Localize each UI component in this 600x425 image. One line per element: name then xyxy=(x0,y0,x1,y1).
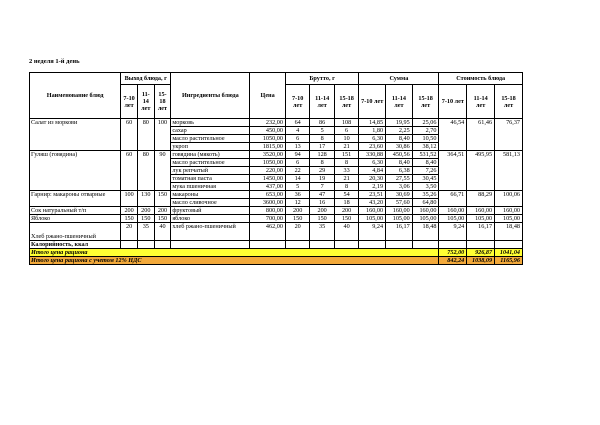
dish-yield: 200 xyxy=(137,207,154,215)
dish-cost: 76,37 xyxy=(495,119,523,151)
dish-yield: 35 xyxy=(137,223,154,241)
ingredient-gross: 8 xyxy=(310,135,334,143)
empty-cell xyxy=(412,241,439,249)
ingredient-gross: 35 xyxy=(310,223,334,241)
total-row xyxy=(30,249,523,257)
dish-yield: 150 xyxy=(154,191,171,207)
ingredient-gross: 200 xyxy=(285,207,309,215)
ingredient-gross: 150 xyxy=(310,215,334,223)
dish-cost: 66,71 xyxy=(439,191,467,207)
ingredient-price: 800,00 xyxy=(250,207,286,215)
header-age-group: 15-18 лет xyxy=(495,85,523,119)
ingredient-name: масло сливочное xyxy=(171,199,250,207)
menu-table xyxy=(29,72,523,265)
ingredient-sum: 27,55 xyxy=(386,175,413,183)
header-age-group: 7-10 лет xyxy=(285,85,309,119)
empty-cell xyxy=(310,241,334,249)
dish-cost: 160,00 xyxy=(439,207,467,215)
ingredient-sum: 105,00 xyxy=(386,215,413,223)
header-yield: Выход блюда, г xyxy=(121,73,171,85)
ingredient-sum: 1,80 xyxy=(359,127,386,135)
ingredient-gross: 21 xyxy=(334,175,358,183)
ingredient-gross: 33 xyxy=(334,167,358,175)
ingredient-gross: 21 xyxy=(334,143,358,151)
dish-cost: 16,17 xyxy=(467,223,495,241)
ingredient-sum: 105,00 xyxy=(412,215,439,223)
ingredient-sum: 43,20 xyxy=(359,199,386,207)
ingredient-sum: 38,12 xyxy=(412,143,439,151)
ingredient-price: 1050,00 xyxy=(250,159,286,167)
ingredient-sum: 16,17 xyxy=(386,223,413,241)
ingredient-sum: 2,70 xyxy=(412,127,439,135)
ingredient-name: томатная паста xyxy=(171,175,250,183)
ingredient-sum: 18,48 xyxy=(412,223,439,241)
table-row xyxy=(30,207,523,215)
dish-yield: 200 xyxy=(154,207,171,215)
ingredient-price: 1450,00 xyxy=(250,175,286,183)
dish-cost: 18,48 xyxy=(495,223,523,241)
ingredient-gross: 150 xyxy=(334,215,358,223)
ingredient-sum: 330,88 xyxy=(359,151,386,159)
ingredient-sum: 2,19 xyxy=(359,183,386,191)
ingredient-gross: 151 xyxy=(334,151,358,159)
empty-cell xyxy=(386,241,413,249)
table-row xyxy=(30,223,523,241)
ingredient-sum: 14,85 xyxy=(359,119,386,127)
dish-name: Гуляш (говядина) xyxy=(30,151,121,191)
ingredient-name: масло растительное xyxy=(171,135,250,143)
ingredient-gross: 36 xyxy=(285,191,309,199)
ingredient-gross: 108 xyxy=(334,119,358,127)
dish-yield: 80 xyxy=(137,119,154,151)
ingredient-gross: 8 xyxy=(334,159,358,167)
ingredient-sum: 160,00 xyxy=(412,207,439,215)
empty-cell xyxy=(495,241,523,249)
header-age-group: 7-10 лет xyxy=(359,85,386,119)
ingredient-gross: 5 xyxy=(285,183,309,191)
empty-cell xyxy=(334,241,358,249)
ingredient-gross: 10 xyxy=(334,135,358,143)
ingredient-name: макароны xyxy=(171,191,250,199)
dish-name: Салат из моркови xyxy=(30,119,121,151)
ingredient-price: 3600,00 xyxy=(250,199,286,207)
header-age-group: 7-10 лет xyxy=(439,85,467,119)
dish-cost: 160,00 xyxy=(495,207,523,215)
dish-yield: 130 xyxy=(137,191,154,207)
dish-cost: 160,00 xyxy=(467,207,495,215)
ingredient-gross: 13 xyxy=(285,143,309,151)
ingredient-sum: 8,40 xyxy=(386,135,413,143)
ingredient-sum: 19,95 xyxy=(386,119,413,127)
ingredient-sum: 30,69 xyxy=(386,191,413,199)
header-cost: Стоимость блюда xyxy=(439,73,523,85)
total-vat-value: 1165,96 xyxy=(495,257,523,265)
ingredient-name: укроп xyxy=(171,143,250,151)
dish-yield: 150 xyxy=(137,215,154,223)
dish-name: Гарнир: макароны отварные xyxy=(30,191,121,207)
ingredient-gross: 8 xyxy=(310,159,334,167)
ingredient-sum: 6,38 xyxy=(386,167,413,175)
dish-cost: 88,29 xyxy=(467,191,495,207)
ingredient-gross: 6 xyxy=(285,135,309,143)
dish-yield: 40 xyxy=(154,223,171,241)
ingredient-sum: 30,86 xyxy=(386,143,413,151)
ingredient-gross: 17 xyxy=(310,143,334,151)
total-vat-value: 842,24 xyxy=(439,257,467,265)
ingredient-sum: 23,51 xyxy=(359,191,386,199)
dish-cost: 364,51 xyxy=(439,151,467,191)
header-age-group: 7-10 лет xyxy=(121,85,138,119)
ingredient-sum: 160,00 xyxy=(359,207,386,215)
ingredient-gross: 150 xyxy=(285,215,309,223)
ingredient-sum: 10,50 xyxy=(412,135,439,143)
ingredient-gross: 22 xyxy=(285,167,309,175)
ingredient-sum: 160,00 xyxy=(386,207,413,215)
ingredient-name: мука пшеничная xyxy=(171,183,250,191)
ingredient-gross: 7 xyxy=(310,183,334,191)
ingredient-gross: 4 xyxy=(285,127,309,135)
total-value: 926,87 xyxy=(467,249,495,257)
dish-name: Хлеб ржано-пшеничный xyxy=(30,223,121,241)
dish-cost: 105,00 xyxy=(439,215,467,223)
ingredient-gross: 8 xyxy=(334,183,358,191)
dish-yield: 20 xyxy=(121,223,138,241)
ingredient-sum: 23,60 xyxy=(359,143,386,151)
ingredient-price: 1815,00 xyxy=(250,143,286,151)
ingredient-name: лук репчатый xyxy=(171,167,250,175)
ingredient-name: сахар xyxy=(171,127,250,135)
empty-cell xyxy=(171,241,250,249)
kcal-row xyxy=(30,241,523,249)
ingredient-gross: 128 xyxy=(310,151,334,159)
dish-cost: 61,46 xyxy=(467,119,495,151)
ingredient-gross: 64 xyxy=(285,119,309,127)
ingredient-sum: 9,24 xyxy=(359,223,386,241)
ingredient-sum: 450,56 xyxy=(386,151,413,159)
header-ingredients: Ингредиенты блюда xyxy=(171,73,250,119)
table-row xyxy=(30,119,523,127)
ingredient-name: говядина (мякоть) xyxy=(171,151,250,159)
ingredient-price: 220,00 xyxy=(250,167,286,175)
dish-cost: 581,13 xyxy=(495,151,523,191)
dish-yield: 150 xyxy=(121,215,138,223)
ingredient-sum: 30,45 xyxy=(412,175,439,183)
header-sum: Сумма xyxy=(359,73,439,85)
dish-yield: 150 xyxy=(154,215,171,223)
ingredient-sum: 4,84 xyxy=(359,167,386,175)
dish-cost: 105,00 xyxy=(495,215,523,223)
ingredient-gross: 200 xyxy=(334,207,358,215)
header-age-group: 11-14 лет xyxy=(386,85,413,119)
empty-cell xyxy=(439,241,467,249)
ingredient-gross: 86 xyxy=(310,119,334,127)
total-value: 1041,04 xyxy=(495,249,523,257)
dish-yield: 200 xyxy=(121,207,138,215)
table-row xyxy=(30,215,523,223)
empty-cell xyxy=(359,241,386,249)
ingredient-name: хлеб ржано-пшеничный xyxy=(171,223,250,241)
empty-cell xyxy=(285,241,309,249)
total-label: Итого цена рациона xyxy=(30,249,439,257)
ingredient-price: 1050,00 xyxy=(250,135,286,143)
empty-cell xyxy=(121,241,138,249)
ingredient-sum: 25,06 xyxy=(412,119,439,127)
ingredient-price: 232,00 xyxy=(250,119,286,127)
ingredient-price: 450,00 xyxy=(250,127,286,135)
ingredient-sum: 531,52 xyxy=(412,151,439,159)
dish-cost: 46,54 xyxy=(439,119,467,151)
ingredient-gross: 5 xyxy=(310,127,334,135)
total-vat-row xyxy=(30,257,523,265)
total-value: 752,00 xyxy=(439,249,467,257)
kcal-label: Калорийность, ккал xyxy=(30,241,121,249)
ingredient-name: морковь xyxy=(171,119,250,127)
ingredient-gross: 40 xyxy=(334,223,358,241)
ingredient-sum: 6,30 xyxy=(359,135,386,143)
ingredient-gross: 20 xyxy=(285,223,309,241)
header-gross: Брутто, г xyxy=(285,73,358,85)
dish-cost: 105,00 xyxy=(467,215,495,223)
ingredient-sum: 7,26 xyxy=(412,167,439,175)
empty-cell xyxy=(154,241,171,249)
ingredient-sum: 6,30 xyxy=(359,159,386,167)
header-row xyxy=(30,73,523,85)
ingredient-gross: 12 xyxy=(285,199,309,207)
dish-cost: 9,24 xyxy=(439,223,467,241)
empty-cell xyxy=(467,241,495,249)
ingredient-sum: 20,30 xyxy=(359,175,386,183)
ingredient-gross: 54 xyxy=(334,191,358,199)
ingredient-gross: 200 xyxy=(310,207,334,215)
header-price: Цена xyxy=(250,73,286,119)
ingredient-name: яблоко xyxy=(171,215,250,223)
ingredient-sum: 8,40 xyxy=(412,159,439,167)
dish-yield: 100 xyxy=(154,119,171,151)
header-age-group: 11-14 лет xyxy=(310,85,334,119)
ingredient-gross: 16 xyxy=(310,199,334,207)
dish-name: Сок натуральный т/п xyxy=(30,207,121,215)
header-age-group: 11-14 лет xyxy=(137,85,154,119)
header-age-group: 15-18 лет xyxy=(154,85,171,119)
ingredient-gross: 6 xyxy=(334,127,358,135)
ingredient-price: 437,00 xyxy=(250,183,286,191)
ingredient-sum: 3,06 xyxy=(386,183,413,191)
dish-name: Яблоко xyxy=(30,215,121,223)
dish-yield: 90 xyxy=(154,151,171,191)
dish-yield: 60 xyxy=(121,119,138,151)
ingredient-gross: 19 xyxy=(310,175,334,183)
dish-yield: 60 xyxy=(121,151,138,191)
ingredient-name: фруктовый xyxy=(171,207,250,215)
ingredient-name: масло растительное xyxy=(171,159,250,167)
dish-cost: 100,06 xyxy=(495,191,523,207)
ingredient-price: 3520,00 xyxy=(250,151,286,159)
table-row xyxy=(30,151,523,159)
ingredient-sum: 105,00 xyxy=(359,215,386,223)
empty-cell xyxy=(250,241,286,249)
header-dish-name: Наименование блюд xyxy=(30,73,121,119)
ingredient-sum: 57,60 xyxy=(386,199,413,207)
dish-yield: 100 xyxy=(121,191,138,207)
ingredient-gross: 47 xyxy=(310,191,334,199)
total-vat-value: 1038,09 xyxy=(467,257,495,265)
ingredient-sum: 35,26 xyxy=(412,191,439,199)
ingredient-price: 462,00 xyxy=(250,223,286,241)
table-row xyxy=(30,191,523,199)
empty-cell xyxy=(137,241,154,249)
ingredient-gross: 29 xyxy=(310,167,334,175)
page-title: 2 неделя 1-й день xyxy=(29,58,80,65)
total-vat-label: Итого цена рациона с учетом 12% НДС xyxy=(30,257,439,265)
ingredient-sum: 2,25 xyxy=(386,127,413,135)
ingredient-gross: 14 xyxy=(285,175,309,183)
ingredient-price: 653,00 xyxy=(250,191,286,199)
ingredient-price: 700,00 xyxy=(250,215,286,223)
ingredient-sum: 8,40 xyxy=(386,159,413,167)
ingredient-gross: 6 xyxy=(285,159,309,167)
dish-cost: 495,95 xyxy=(467,151,495,191)
header-age-group: 15-18 лет xyxy=(412,85,439,119)
header-age-group: 11-14 лет xyxy=(467,85,495,119)
dish-yield: 80 xyxy=(137,151,154,191)
ingredient-gross: 18 xyxy=(334,199,358,207)
ingredient-gross: 94 xyxy=(285,151,309,159)
header-age-group: 15-18 лет xyxy=(334,85,358,119)
ingredient-sum: 3,50 xyxy=(412,183,439,191)
ingredient-sum: 64,80 xyxy=(412,199,439,207)
